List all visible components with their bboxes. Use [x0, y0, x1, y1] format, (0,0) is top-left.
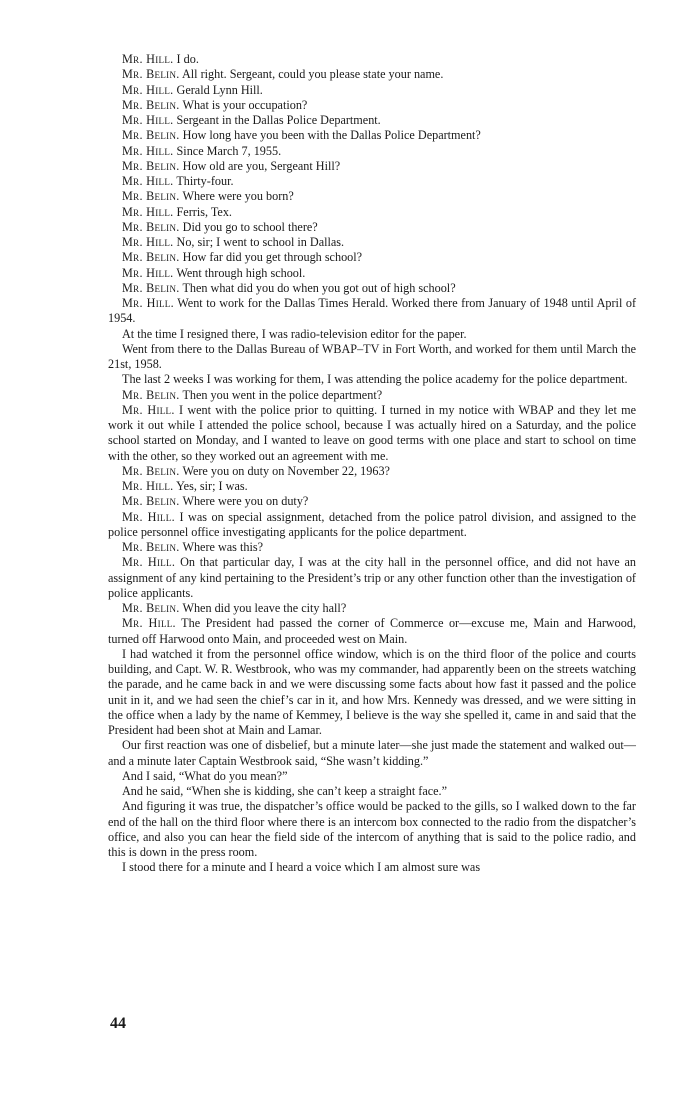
speaker-label: Mr. Hill. [122, 509, 175, 524]
testimony-paragraph [108, 281, 636, 296]
speaker-label: Mr. Hill. [122, 402, 175, 417]
paragraph-text: Then what did you do when you got out of high school? [182, 280, 456, 295]
speaker-label: Mr. Belin. [122, 463, 180, 478]
testimony-paragraph [108, 540, 636, 555]
speaker-label: Mr. Belin. [122, 128, 180, 143]
testimony-paragraph [108, 250, 636, 265]
speaker-label: Mr. Belin. [122, 601, 180, 615]
paragraph-text: And figuring it was true, the dispatcher’s office would be packed to the gills, so I walked down to the far end of the hall on the third floor where there is an intercom box connected to the radio from the dispatcher’s office, and also you can hear the field side of the intercom of anything that is said to the police radio, and this is down in the press room. [108, 799, 636, 859]
paragraph-text: Sergeant in the Dallas Police Department. [176, 113, 381, 127]
paragraph-text: Ferris, Tex. [176, 204, 232, 219]
paragraph-text: I went with the police prior to quitting. I turned in my notice with WBAP and they let me work it out while I attended the police school, because I was actually hired on a Saturday, and the police school started on Monday, and I wanted to leave on good terms with one place and start to school on time with the other, so they worked out an agreement with me. [108, 402, 636, 463]
testimony-paragraph [108, 113, 636, 128]
paragraph-text: Where was this? [182, 540, 263, 554]
paragraph-text: Gerald Lynn Hill. [176, 82, 263, 97]
paragraph-text: Since March 7, 1955. [176, 143, 282, 158]
paragraph-text: Went from there to the Dallas Bureau of WBAP–TV in Fort Worth, and worked for them until March the 21st, 1958. [108, 341, 636, 371]
paragraph-text: I stood there for a minute and I heard a voice which I am almost sure was [122, 860, 481, 875]
paragraph-text: Then you went in the police department? [182, 387, 383, 402]
speaker-label: Mr. Hill. [122, 113, 174, 127]
speaker-label: Mr. Hill. [122, 616, 176, 631]
paragraph-text: When did you leave the city hall? [182, 601, 347, 615]
testimony-paragraph [108, 372, 636, 387]
testimony-paragraph [108, 494, 636, 509]
testimony-paragraph [108, 464, 636, 479]
paragraph-text: Went through high school. [176, 265, 306, 280]
paragraph-text: I do. [176, 52, 199, 66]
paragraph-text: Where were you on duty? [182, 494, 309, 509]
testimony-paragraph [108, 128, 636, 143]
testimony-paragraph [108, 555, 636, 601]
testimony-paragraph [108, 784, 636, 799]
testimony-paragraph [108, 769, 636, 784]
paragraph-text: And I said, “What do you mean?” [122, 768, 288, 783]
speaker-label: Mr. Belin. [122, 67, 180, 82]
testimony-paragraph [108, 616, 636, 647]
testimony-paragraph [108, 601, 636, 616]
testimony-paragraph [108, 67, 636, 82]
speaker-label: Mr. Hill. [122, 235, 174, 249]
speaker-label: Mr. Belin. [122, 219, 180, 234]
speaker-label: Mr. Belin. [122, 97, 180, 112]
paragraph-text: Did you go to school there? [182, 219, 318, 234]
paragraph-text: I had watched it from the personnel office window, which is on the third floor of the police and courts building, and Capt. W. R. Westbrook, who was my commander, had apparently been on the streets watching the parade, and he came back in and we were discussing some facts about how fast it passed and the police unit in it, and we had seen the chief’s car in it, and how Mrs. Kennedy was dressed, and we were sitting in the office when a lady by the name of Kemmey, I believe is the way she spelled it, came in and said that the President had been shot at Main and Lamar. [108, 646, 636, 737]
testimony-paragraph [108, 159, 636, 174]
paragraph-text: No, sir; I went to school in Dallas. [176, 235, 345, 249]
testimony-paragraph [108, 220, 636, 235]
speaker-label: Mr. Hill. [122, 204, 174, 219]
paragraph-text: Thirty-four. [176, 174, 234, 188]
paragraph-text: And he said, “When she is kidding, she can’t keep a straight face.” [122, 784, 448, 798]
paragraph-text: How long have you been with the Dallas Police Department? [182, 128, 481, 143]
speaker-label: Mr. Hill. [122, 479, 174, 493]
testimony-paragraph [108, 860, 636, 875]
speaker-label: Mr. Belin. [122, 158, 180, 173]
testimony-paragraph [108, 479, 636, 494]
testimony-paragraph [108, 98, 636, 113]
speaker-label: Mr. Hill. [122, 265, 174, 280]
speaker-label: Mr. Hill. [122, 82, 174, 97]
testimony-paragraph [108, 296, 636, 327]
paragraph-text: How far did you get through school? [182, 250, 363, 265]
paragraph-text: Yes, sir; I was. [176, 479, 248, 493]
testimony-paragraph [108, 266, 636, 281]
testimony-paragraph [108, 403, 636, 464]
speaker-label: Mr. Hill. [122, 174, 174, 188]
paragraph-text: Our first reaction was one of disbelief, but a minute later—she just made the statement and walked out—and a minute later Captain Westbrook said, “She wasn’t kidding.” [108, 738, 636, 768]
paragraph-text: All right. Sergeant, could you please state your name. [181, 67, 444, 82]
testimony-paragraph [108, 388, 636, 403]
testimony-paragraph [108, 510, 636, 541]
paragraph-text: What is your occupation? [182, 97, 308, 112]
paragraph-text: Went to work for the Dallas Times Herald. Worked there from January of 1948 until April of 1954. [108, 296, 637, 326]
paragraph-text: On that particular day, I was at the city hall in the personnel office, and did not have an assignment of any kind pertaining to the President’s trip or any other function other than the investigation of police applicants. [108, 555, 636, 600]
speaker-label: Mr. Hill. [122, 143, 174, 158]
paragraph-text: Were you on duty on November 22, 1963? [182, 463, 390, 478]
speaker-label: Mr. Belin. [122, 494, 180, 509]
paragraph-text: How old are you, Sergeant Hill? [182, 158, 341, 173]
speaker-label: Mr. Belin. [122, 280, 180, 295]
speaker-label: Mr. Belin. [122, 540, 180, 554]
testimony-paragraph [108, 52, 636, 67]
paragraph-text: The President had passed the corner of Commerce or—excuse me, Main and Harwood, turned off Harwood onto Main, and proceeded west on Main. [108, 616, 637, 646]
speaker-label: Mr. Belin. [122, 189, 180, 204]
testimony-paragraph [108, 235, 636, 250]
testimony-paragraph [108, 342, 636, 373]
testimony-paragraph [108, 799, 636, 860]
speaker-label: Mr. Hill. [122, 296, 174, 310]
testimony-paragraph [108, 647, 636, 739]
paragraph-text: Where were you born? [182, 189, 294, 204]
paragraph-text: The last 2 weeks I was working for them, I was attending the police academy for the police department. [122, 372, 628, 387]
paragraph-text: At the time I resigned there, I was radio-television editor for the paper. [122, 326, 467, 341]
speaker-label: Mr. Hill. [122, 555, 176, 570]
speaker-label: Mr. Belin. [122, 387, 180, 402]
testimony-paragraph [108, 83, 636, 98]
page-number: 44 [110, 1015, 126, 1032]
testimony-paragraph [108, 189, 636, 204]
testimony-paragraph [108, 327, 636, 342]
testimony-paragraph [108, 738, 636, 769]
testimony-paragraph [108, 174, 636, 189]
speaker-label: Mr. Belin. [122, 250, 180, 265]
document-page [108, 52, 636, 876]
testimony-paragraph [108, 144, 636, 159]
paragraph-text: I was on special assignment, detached from the police patrol division, and assigned to the police personnel office investigating applicants for the police department. [108, 509, 637, 539]
speaker-label: Mr. Hill. [122, 52, 174, 66]
testimony-paragraph [108, 205, 636, 220]
